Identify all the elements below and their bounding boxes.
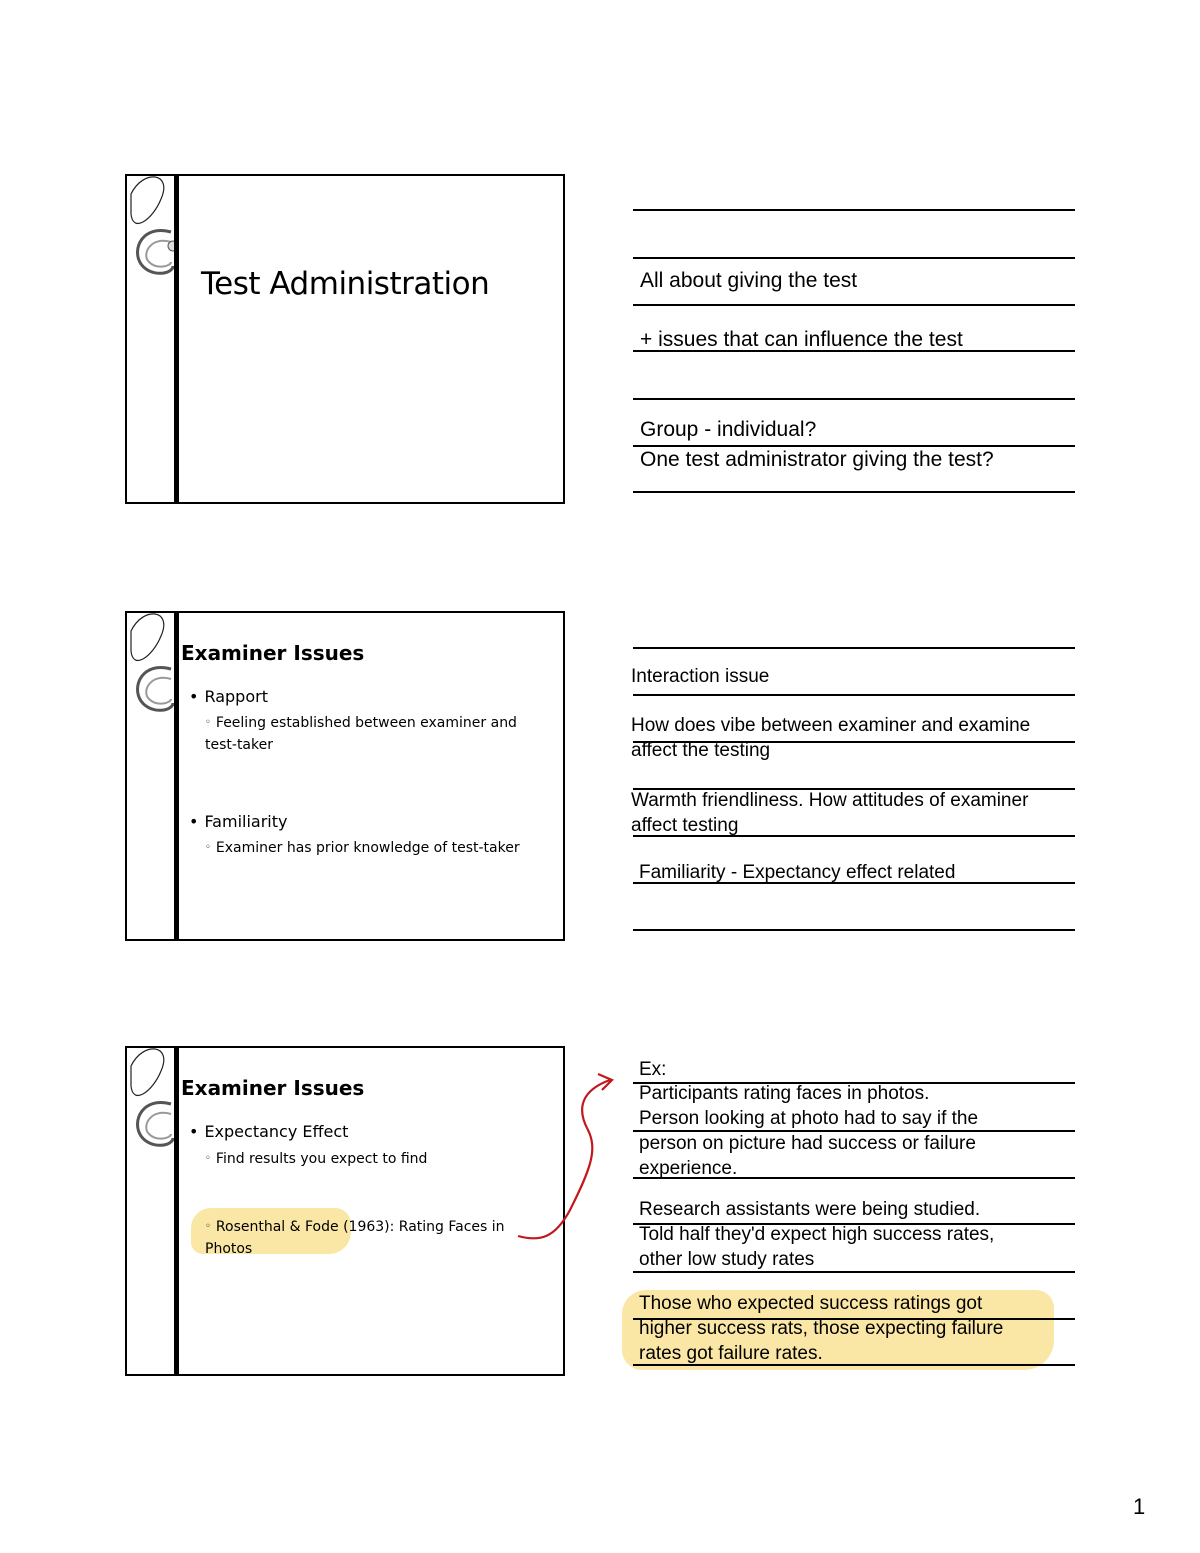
note-text: Told half they'd expect high success rates,	[639, 1224, 995, 1245]
note-text: experience.	[639, 1158, 738, 1179]
note-line	[633, 398, 1075, 400]
note-line	[633, 209, 1075, 211]
slide-3	[125, 1046, 565, 1376]
note-text: Research assistants were being studied.	[639, 1199, 981, 1220]
page-number: 1	[1133, 1494, 1146, 1519]
note-line	[633, 929, 1075, 931]
slide-title: Test Administration	[201, 266, 490, 302]
sub-bullet: ◦ Feeling established between examiner and test-taker	[205, 715, 517, 753]
note-text: Warmth friendliness. How attitudes of examiner	[631, 790, 1029, 811]
note-text: + issues that can influence the test	[640, 328, 963, 351]
note-line	[633, 694, 1075, 696]
note-line	[633, 491, 1075, 493]
note-text: All about giving the test	[640, 269, 858, 292]
sub-bullet: ◦ Examiner has prior knowledge of test-taker	[205, 840, 520, 856]
note-text: affect testing	[631, 815, 739, 836]
note-text: Ex:	[639, 1059, 667, 1080]
note-text: Interaction issue	[631, 666, 770, 687]
note-text: person on picture had success or failure	[639, 1133, 976, 1154]
slide-bar	[174, 1048, 179, 1374]
citation: ◦ Rosenthal & Fode (1963): Rating Faces in Photos	[205, 1219, 505, 1257]
note-text: other low study rates	[639, 1249, 815, 1270]
note-text: higher success rats, those expecting failure	[639, 1318, 1004, 1339]
arrow-annotation-icon	[510, 1070, 640, 1270]
bullet-item: • Familiarity	[189, 812, 287, 831]
sub-bullet: ◦ Find results you expect to find	[205, 1151, 428, 1167]
bullet-item: • Expectancy Effect	[189, 1122, 348, 1141]
bullet-item: • Rapport	[189, 687, 268, 706]
note-line	[633, 647, 1075, 649]
note-text: One test administrator giving the test?	[640, 448, 994, 471]
note-text: How does vibe between examiner and examine	[631, 715, 1031, 736]
note-text: Those who expected success ratings got	[639, 1293, 983, 1314]
note-text: Person looking at photo had to say if the	[639, 1108, 979, 1129]
note-text: Group - individual?	[640, 418, 817, 441]
slide-heading: Examiner Issues	[181, 641, 365, 665]
note-line	[633, 257, 1075, 259]
swirl-decoration-icon	[123, 174, 193, 294]
note-text: affect the testing	[631, 740, 771, 761]
slide-2	[125, 611, 565, 941]
swirl-decoration-icon	[123, 611, 193, 731]
note-text: rates got failure rates.	[639, 1343, 823, 1364]
note-text: Participants rating faces in photos.	[639, 1083, 930, 1104]
slide-1	[125, 174, 565, 504]
slide-bar	[174, 613, 179, 939]
note-text: Familiarity - Expectancy effect related	[639, 862, 956, 883]
swirl-decoration-icon	[123, 1046, 193, 1166]
note-line	[633, 304, 1075, 306]
slide-heading: Examiner Issues	[181, 1076, 365, 1100]
slide-bar	[174, 176, 179, 502]
